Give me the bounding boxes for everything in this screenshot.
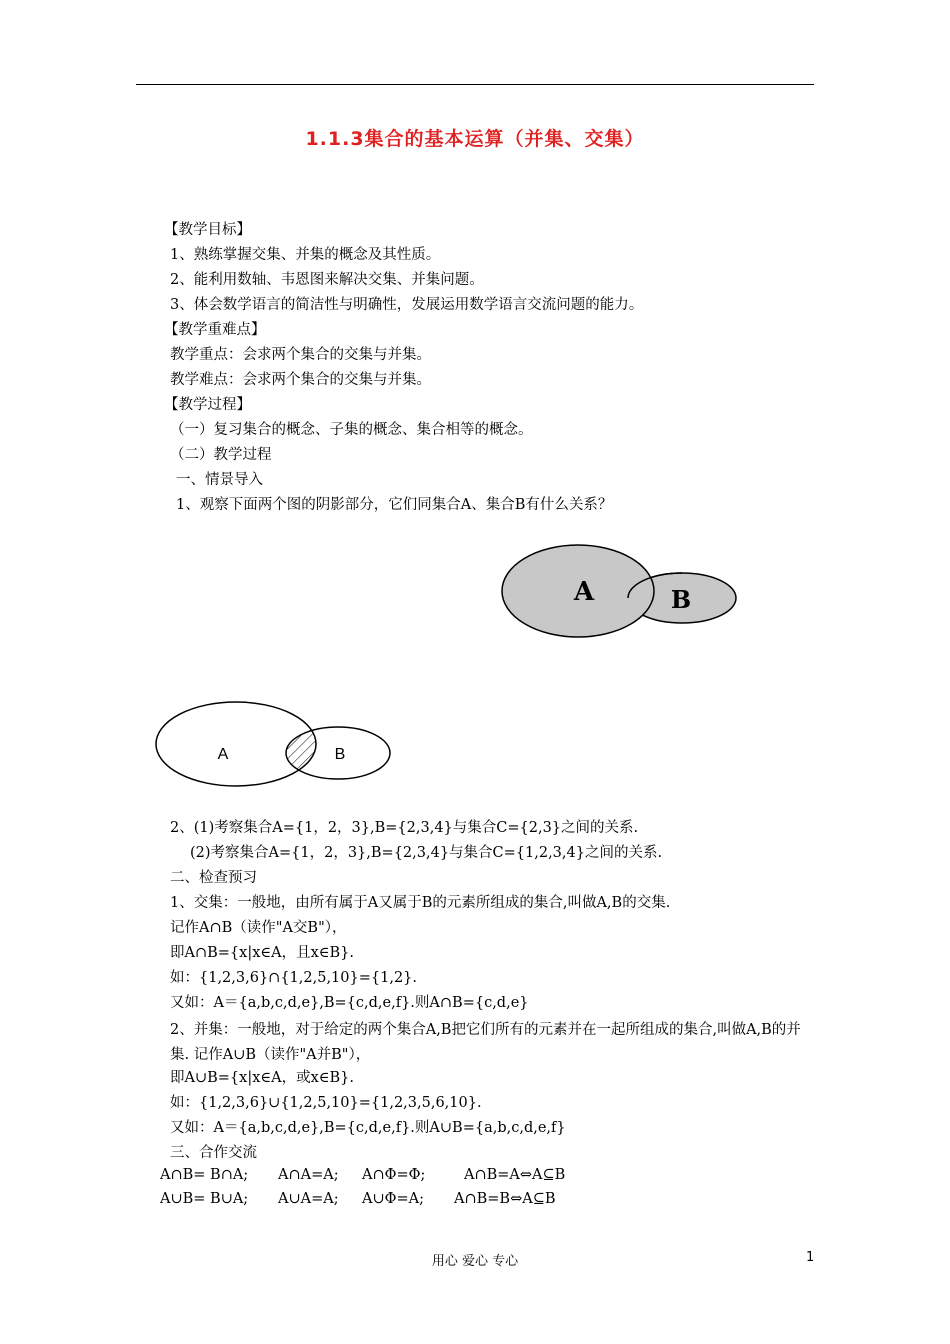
header-rule [136,84,814,85]
page-footer: 用心 爱心 专心 [431,1254,519,1269]
question-2-part-1: 2、(1)考察集合A={1，2，3},B={2,3,4}与集合C={2,3}之间的关系. [170,820,639,836]
review-line: （一）复习集合的概念、子集的概念、集合相等的概念。 [170,422,533,438]
property-item: A∪Φ=A; [362,1191,425,1207]
cooperation-heading: 三、合作交流 [170,1145,257,1161]
union-definition: 2、并集：一般地，对于给定的两个集合A,B把它们所有的元素并在一起所组成的集合,叫做A,B的并集. 记作A∪B（读作"A并B"）， [170,1022,801,1063]
intersection-notation: 记作A∩B（读作"A交B"）， [170,920,347,936]
objective-item: 3、体会数学语言的简洁性与明确性，发展运用数学语言交流问题的能力。 [170,297,644,313]
objective-item: 1、熟练掌握交集、并集的概念及其性质。 [170,247,441,263]
union-example-2: 又如：A＝{a,b,c,d,e},B={c,d,e,f}.则A∪B={a,b,c,d,e,f} [170,1120,566,1136]
question-2-part-2: (2)考察集合A={1，2，3},B={2,3,4}与集合C={1,2,3,4}之间的关系. [190,845,663,861]
union-formula: 即A∪B={x|x∈A，或x∈B}. [170,1070,354,1086]
difficult-point: 教学难点：会求两个集合的交集与并集。 [170,372,431,388]
preview-heading: 二、检查预习 [170,870,257,886]
set-a-label: A [573,577,595,607]
intersection-definition: 1、交集：一般地，由所有属于A又属于B的元素所组成的集合,叫做A,B的交集. [170,895,671,911]
property-item: A∪B= B∪A; [160,1191,249,1207]
intersection-example-2: 又如：A＝{a,b,c,d,e},B={c,d,e,f}.则A∩B={c,d,e} [170,995,529,1011]
key-point: 教学重点：会求两个集合的交集与并集。 [170,347,431,363]
property-item: A∩B=A⇔A⊆B [464,1167,566,1183]
question-1: 1、观察下面两个图的阴影部分，它们同集合A、集合B有什么关系？ [176,497,613,513]
process-heading: 【教学过程】 [164,397,251,413]
objectives-heading: 【教学目标】 [164,222,251,238]
venn-union-figure [496,540,744,644]
property-item: A∩Φ=Φ; [362,1167,426,1183]
property-item: A∪A=A; [278,1191,339,1207]
venn-intersection-figure [150,698,395,790]
property-item: A∩B= B∩A; [160,1167,249,1183]
intersection-example-1: 如：{1,2,3,6}∩{1,2,5,10}={1,2}. [170,970,418,986]
union-example-1: 如：{1,2,3,6}∪{1,2,5,10}={1,2,3,5,6,10}. [170,1095,482,1111]
property-item: A∩B=B⇔A⊆B [454,1191,556,1207]
page-number: 1 [806,1250,815,1265]
property-item: A∩A=A; [278,1167,339,1183]
page-title: 1.1.3集合的基本运算（并集、交集） [305,128,645,150]
set-b-label: B [334,746,346,763]
key-heading: 【教学重难点】 [164,322,266,338]
intro-heading: 一、情景导入 [176,472,263,488]
intersection-formula: 即A∩B={x|x∈A，且x∈B}. [170,945,354,961]
process-line: （二）教学过程 [170,447,272,463]
set-b-label: B [670,585,692,614]
set-a-label: A [217,746,229,763]
objective-item: 2、能利用数轴、韦恩图来解决交集、并集问题。 [170,272,484,288]
